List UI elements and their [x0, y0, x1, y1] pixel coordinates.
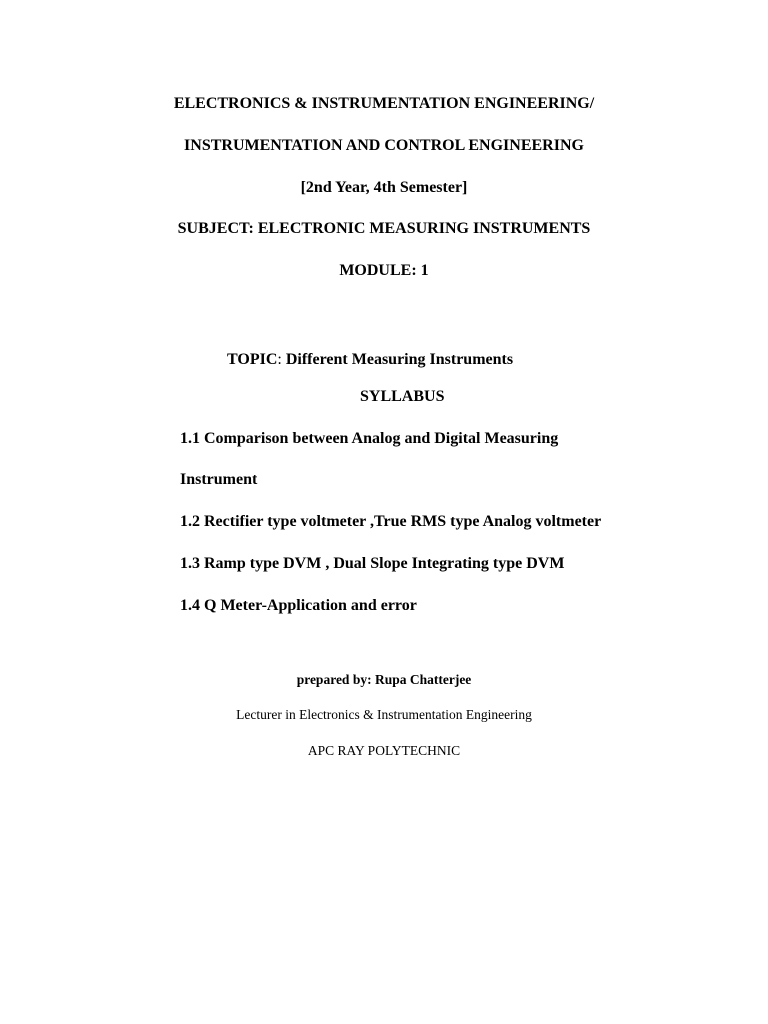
subject-title: SUBJECT: ELECTRONIC MEASURING INSTRUMENTS — [177, 220, 591, 237]
prepared-by: prepared by: Rupa Chatterjee — [296, 672, 472, 687]
syllabus-item-1-4: 1.4 Q Meter-Application and error — [180, 597, 417, 614]
year-semester: [2nd Year, 4th Semester] — [300, 179, 468, 196]
topic-label: TOPIC — [227, 351, 278, 368]
syllabus-item-1-1-continued: Instrument — [180, 471, 258, 488]
department-title-line-1: ELECTRONICS & INSTRUMENTATION ENGINEERING/ — [173, 95, 595, 112]
syllabus-title: SYLLABUS — [360, 388, 445, 405]
topic-text: Different Measuring Instruments — [285, 351, 514, 368]
institution-name: APC RAY POLYTECHNIC — [307, 743, 461, 758]
department-title-line-2: INSTRUMENTATION AND CONTROL ENGINEERING — [184, 137, 584, 154]
module-title: MODULE: 1 — [339, 262, 429, 279]
topic-line — [227, 352, 513, 368]
topic-separator: : — [277, 351, 282, 368]
syllabus-item-1-2: 1.2 Rectifier type voltmeter ,True RMS type Analog voltmeter — [180, 513, 602, 530]
syllabus-item-1-3: 1.3 Ramp type DVM , Dual Slope Integrating type DVM — [180, 555, 565, 572]
author-designation: Lecturer in Electronics & Instrumentation Engineering — [236, 707, 532, 722]
syllabus-item-1-1: 1.1 Comparison between Analog and Digital Measuring — [180, 430, 559, 447]
